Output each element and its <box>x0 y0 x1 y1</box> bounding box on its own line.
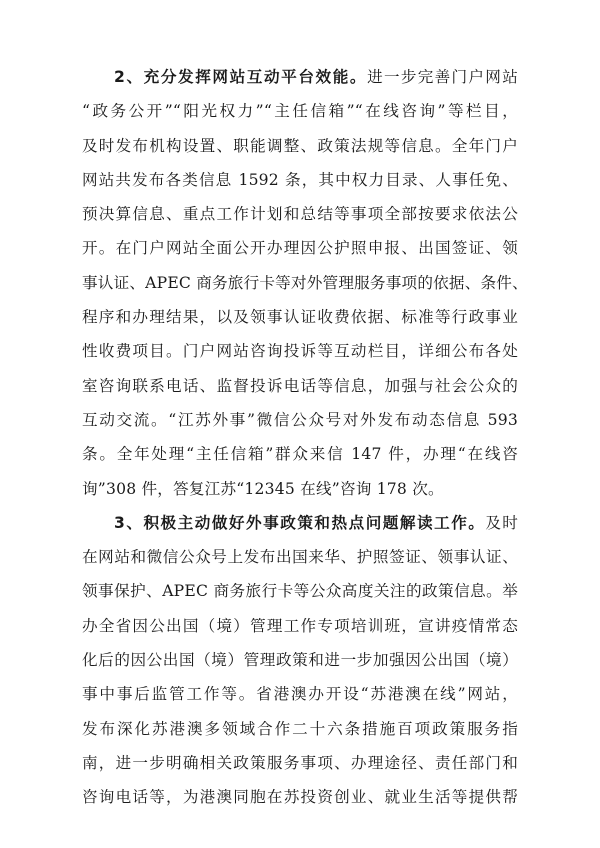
section2-text-line: 开。在门户网站全面公开办理因公护照申报、出国签证、领 <box>82 239 518 258</box>
section3-text-line: 咨询电话等，为港澳同胞在苏投资创业、就业生活等提供帮 <box>82 788 518 807</box>
section3-text-line: 在网站和微信公众号上发布出国来华、护照签证、领事认证、 <box>82 548 518 567</box>
section3-paragraph-line <box>82 506 518 540</box>
section3-text-line: 办全省因公出国（境）管理工作专项培训班，宣讲疫情常态 <box>82 616 518 635</box>
section3-text-line: 南，进一步明确相关政策服务事项、办理途径、责任部门和 <box>82 753 518 772</box>
section3-text: 及时 <box>485 513 518 532</box>
section3-text-line: 领事保护、APEC 商务旅行卡等公众高度关注的政策信息。举 <box>82 582 518 601</box>
section2-text-line: “政务公开”“阳光权力”“主任信箱”“在线咨询”等栏目， <box>82 102 518 121</box>
section2-text-line: 询”308 件，答复江苏“12345 在线”咨询 178 次。 <box>82 479 444 498</box>
section2-text-line: 及时发布机构设置、职能调整、政策法规等信息。全年门户 <box>82 136 518 155</box>
document-body <box>82 60 528 815</box>
section2-text-line: 性收费项目。门户网站咨询投诉等互动栏目，详细公布各处 <box>82 342 518 361</box>
section2-text-line: 室咨询联系电话、监督投诉电话等信息，加强与社会公众的 <box>82 376 518 395</box>
section3-heading: 3、积极主动做好外事政策和热点问题解读工作。 <box>114 513 486 532</box>
section2-heading: 2、充分发挥网站互动平台效能。 <box>114 68 368 86</box>
section2-text-line: 事认证、APEC 商务旅行卡等对外管理服务事项的依据、条件、 <box>82 273 528 292</box>
section2-paragraph-line <box>82 60 518 94</box>
section3-text-line: 事中事后监管工作等。省港澳办开设“苏港澳在线”网站， <box>82 685 518 704</box>
section3-text-line: 发布深化苏港澳多领域合作二十六条措施百项政策服务指 <box>82 719 518 738</box>
section2-text-line: 预决算信息、重点工作计划和总结等事项全部按要求依法公 <box>82 205 518 224</box>
section2-text-line: 条。全年处理“主任信箱”群众来信 147 件，办理“在线咨 <box>82 445 518 464</box>
section2-text-line: 互动交流。“江苏外事”微信公众号对外发布动态信息 593 <box>82 410 518 429</box>
section2-text: 进一步完善门户网站 <box>367 68 518 86</box>
section2-text-line: 网站共发布各类信息 1592 条，其中权力目录、人事任免、 <box>82 170 518 189</box>
section3-text-line: 化后的因公出国（境）管理政策和进一步加强因公出国（境） <box>82 651 518 670</box>
section2-text-line: 程序和办理结果，以及领事认证收费依据、标准等行政事业 <box>82 308 518 327</box>
